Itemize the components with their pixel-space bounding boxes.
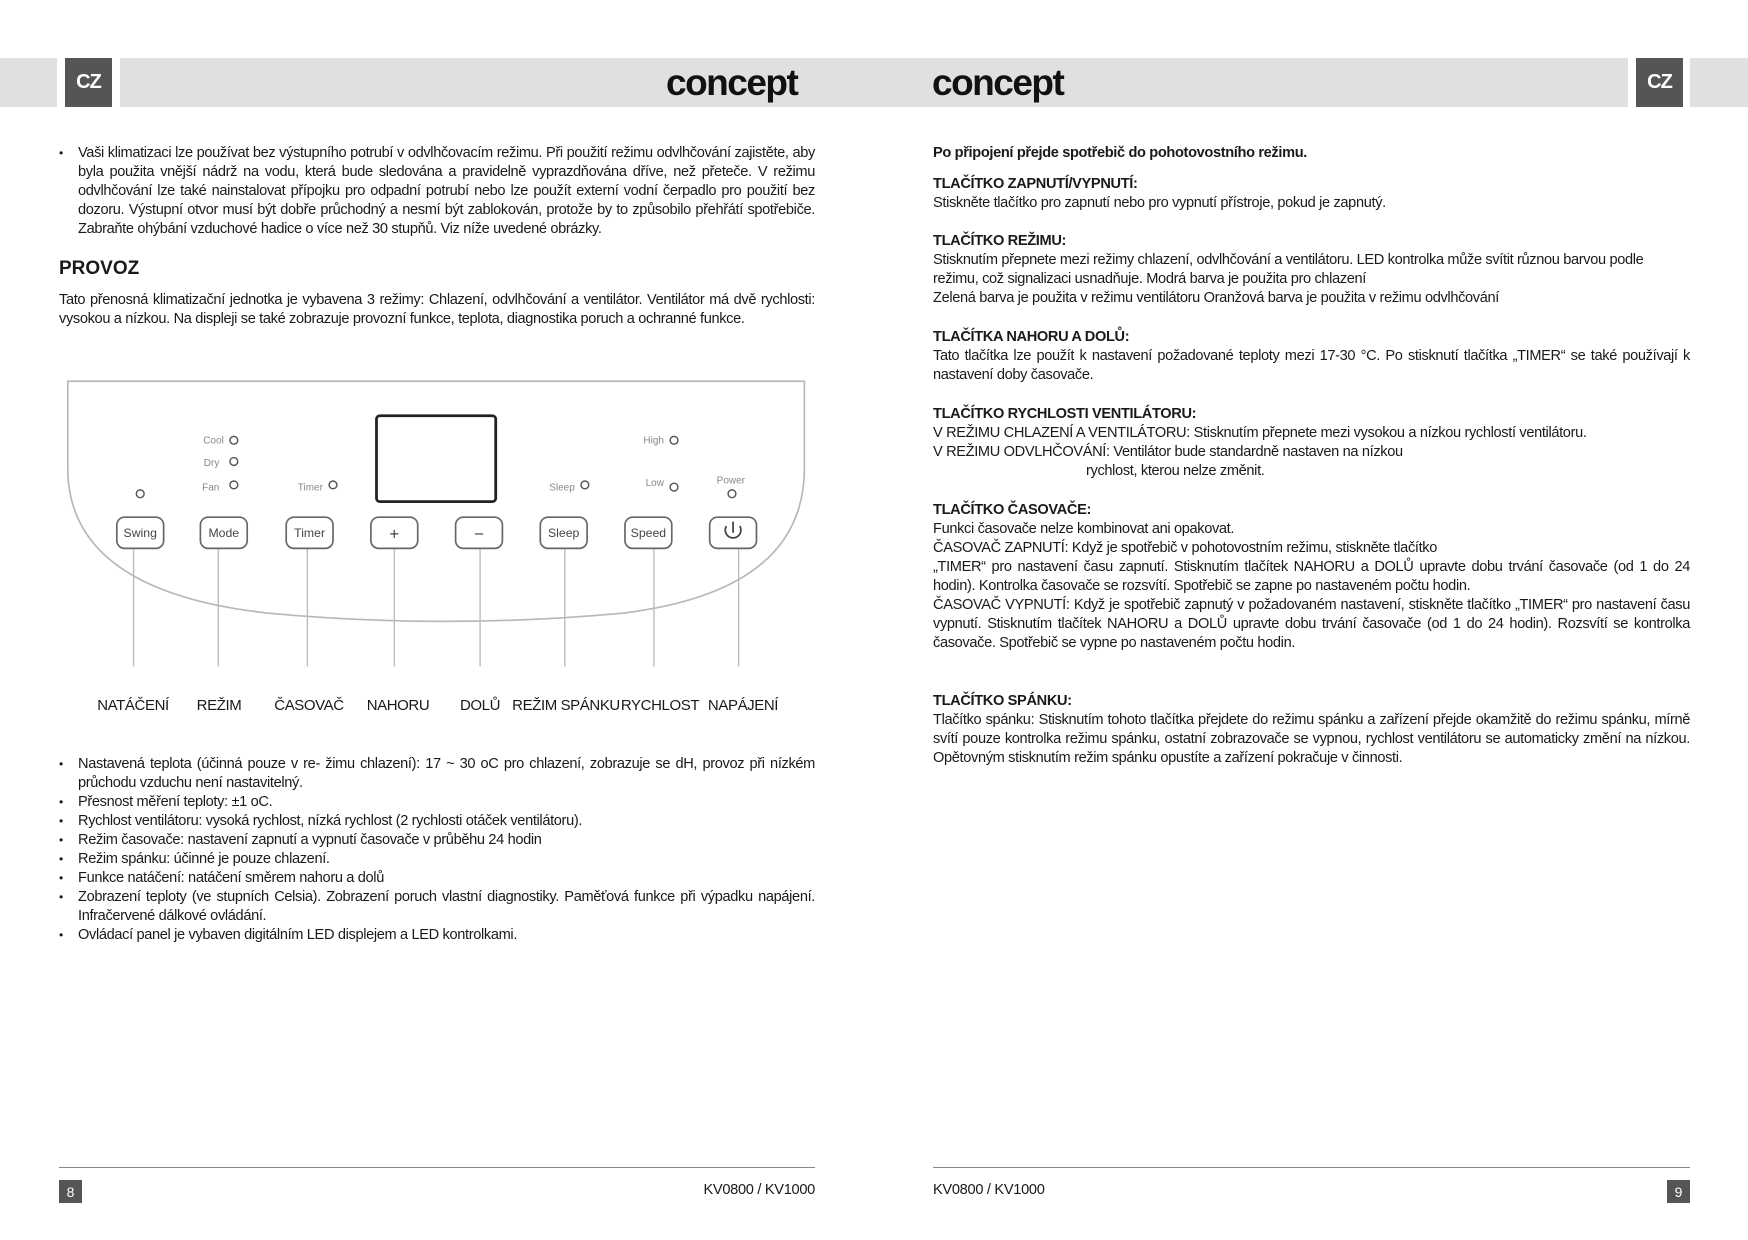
list-item: • Režim časovače: nastavení zapnutí a vypnutí časovače v průběhu 24 hodin [59, 831, 815, 850]
section-text: Zelená barva je použita v režimu ventilátoru Oranžová barva je použita v režimu odvlhčování [933, 290, 1499, 306]
section-heading-provoz: PROVOZ [59, 258, 140, 279]
section-text: ČASOVAČ ZAPNUTÍ: Když je spotřebič v pohotovostním režimu, stiskněte tlačítko [933, 540, 1438, 556]
section-text: Tato tlačítka lze použít k nastavení požadované teploty mezi 17-30 °C. Po stisknutí tlačítka „TIMER“ se také používají k nastavení doby časovače. [933, 348, 1690, 383]
label-casovac: ČASOVAČ [274, 697, 344, 714]
led-display [376, 416, 495, 502]
power-led-icon [728, 490, 736, 498]
model-number-right: KV0800 / KV1000 [933, 1182, 1045, 1198]
indicator-label-power: Power [716, 475, 746, 487]
section-text: V REŽIMU CHLAZENÍ A VENTILÁTORU: Stisknutím přepnete mezi vysokou a nízkou rychlostí ventilátoru. [933, 425, 1587, 441]
list-item: • Funkce natáčení: natáčení směrem nahoru a dolů [59, 869, 815, 888]
section-timer-button [933, 501, 1690, 653]
label-rezim: REŽIM [196, 697, 242, 714]
section-up-down-buttons [933, 328, 1690, 385]
list-item: • Ovládací panel je vybaven digitálním LED displejem a LED kontrolkami. [59, 926, 815, 945]
list-item: • Nastavená teplota (účinná pouze v re- žimu chlazení): 17 ~ 30 oC pro chlazení, zobrazuje se dH, provoz při nízkém průchodu vzduchu není nastavitelný. [59, 755, 815, 793]
right-page-title: Po připojení přejde spotřebič do pohotovostního režimu. [933, 145, 1307, 161]
footer-divider-left [59, 1167, 815, 1168]
section-text: Tlačítko spánku: Stisknutím tohoto tlačítka přejdete do režimu spánku a zařízení přejde okamžitě do režimu spánku, mírně svítí pouze kontrolka režimu spánku, ostatní zobrazovače se vypnou, rychlost ventilátoru se automaticky změní na nízkou. Opětovným stisknutím režim spánku opustíte a zařízení pokračuje v činnosti. [933, 712, 1690, 766]
section-text: „TIMER“ pro nastavení času zapnutí. Stisknutím tlačítek NAHORU a DOLŮ upravte dobu trvání časovače (od 1 do 24 hodin). Kontrolka časovače se rozsvítí. Spotřebič se zapne po nastaveném počtu hodin. [933, 559, 1690, 594]
label-rychlost: RYCHLOST [620, 697, 700, 714]
header-band-left-edge [0, 58, 57, 107]
section-text: ČASOVAČ VYPNUTÍ: Když je spotřebič zapnutý v požadovaném nastavení, stiskněte tlačítko „TIMER“ pro nastavení času vypnutí. Stisknutím tlačítek NAHORU a DOLŮ upravte dobu trvání časovače (od 1 do 24 hodin). Rozsvítí se kontrolka časovače. Spotřebič se vypne po nastaveném počtu hodin. [933, 597, 1690, 651]
indicator-label-fan: Fan [202, 482, 220, 494]
label-rezim-spanku: REŽIM SPÁNKU [512, 697, 620, 714]
label-dolu: DOLŮ [459, 697, 501, 714]
fan-led-icon [230, 481, 238, 489]
section-heading: TLAČÍTKO ZAPNUTÍ/VYPNUTÍ: [933, 176, 1138, 192]
section-text: rychlost, kterou nelze změnit. [1086, 463, 1265, 479]
section-sleep-button [933, 692, 1690, 768]
timer-led-icon [329, 481, 337, 489]
control-panel-diagram [60, 370, 820, 690]
cool-led-icon [230, 436, 238, 444]
list-item: • Přesnost měření teploty: ±1 oC. [59, 793, 815, 812]
dry-led-icon [230, 458, 238, 466]
list-item: • Rychlost ventilátoru: vysoká rychlost, nízká rychlost (2 rychlosti otáček ventilátoru). [59, 812, 815, 831]
bullet-item: • Vaši klimatizaci lze používat bez výstupního potrubí v odvlhčovacím režimu. Při použití režimu odvlhčování zajistěte, aby byla použita vnější nádrž na vodu, která bude sledována a pravidelně vyprazdňována dříve, než přeteče. V režimu odvlhčování lze také nainstalovat přípojku pro odpadní potrubí nebo lze použít externí vodní čerpadlo pro použití bez dozoru. Výstupní otvor musí být dobře průchodný a nesmí být zablokován, protože by to způsobilo přehřátí spotřebiče. Zabraňte ohýbání vzduchové hadice o více než 30 stupňů. Viz níže uvedené obrázky. [59, 144, 815, 239]
section-heading: TLAČÍTKO SPÁNKU: [933, 693, 1072, 709]
features-list [59, 755, 815, 945]
section-heading: TLAČÍTKA NAHORU A DOLŮ: [933, 329, 1130, 345]
timer-button-label: Timer [294, 526, 326, 541]
swing-button-label: Swing [123, 526, 157, 541]
indicator-label-timer: Timer [297, 482, 323, 494]
section-heading: TLAČÍTKO RYCHLOSTI VENTILÁTORU: [933, 406, 1197, 422]
section-text: Funkci časovače nelze kombinovat ani opakovat. [933, 521, 1235, 537]
list-item: • Zobrazení teploty (ve stupních Celsia). Zobrazení poruch vlastní diagnostiky. Paměťová funkce při výpadku napájení. Infračervené dálkové ovládání. [59, 888, 815, 926]
language-badge-left: CZ [65, 58, 112, 107]
high-led-icon [670, 436, 678, 444]
footer-divider-right [933, 1167, 1690, 1168]
section-text: Stisknutím přepnete mezi režimy chlazení, odvlhčování a ventilátoru. LED kontrolka může svítit různou barvou podle režimu, což signalizaci usnadňuje. Modrá barva je použita pro chlazení [933, 252, 1644, 287]
list-item: • Režim spánku: účinné je pouze chlazení. [59, 850, 815, 869]
page-number-right: 9 [1667, 1180, 1690, 1203]
indicator-label-cool: Cool [203, 435, 224, 447]
concept-logo-right: concept [932, 61, 1064, 103]
minus-icon: − [474, 524, 484, 544]
intro-bullet-block [59, 144, 815, 239]
indicator-label-low: Low [645, 477, 664, 489]
mode-button-label: Mode [208, 526, 240, 541]
plus-icon: + [389, 524, 400, 544]
section-power-button [933, 175, 1690, 213]
swing-led-icon [136, 490, 144, 498]
header-band-right-edge [1690, 58, 1748, 107]
label-natáčení: NATÁČENÍ [97, 697, 169, 714]
indicator-label-sleep: Sleep [549, 482, 575, 494]
section-text: V REŽIMU ODVLHČOVÁNÍ: Ventilátor bude standardně nastaven na nízkou [933, 444, 1403, 460]
indicator-label-high: High [643, 435, 664, 447]
label-napajeni: NAPÁJENÍ [707, 697, 779, 714]
section-heading: TLAČÍTKO REŽIMU: [933, 233, 1067, 249]
sleep-led-icon [581, 481, 589, 489]
provoz-paragraph: Tato přenosná klimatizační jednotka je vybavena 3 režimy: Chlazení, odvlhčování a ventilátor. Ventilátor má dvě rychlosti: vysokou a nízkou. Na displeji se také zobrazuje provozní funkce, teplota, diagnostika poruch a ochranné funkce. [59, 292, 815, 327]
label-nahoru: NAHORU [366, 697, 430, 714]
language-badge-right: CZ [1636, 58, 1683, 107]
speed-button-label: Speed [630, 526, 667, 541]
section-fan-speed-button [933, 405, 1690, 481]
section-mode-button [933, 232, 1690, 308]
header-band [120, 58, 1628, 107]
sleep-button-label: Sleep [548, 526, 580, 541]
section-text: Stiskněte tlačítko pro zapnutí nebo pro vypnutí přístroje, pokud je zapnutý. [933, 195, 1386, 211]
concept-logo-left: concept [666, 61, 798, 103]
indicator-label-dry: Dry [203, 457, 220, 469]
low-led-icon [670, 483, 678, 491]
page-number-left: 8 [59, 1180, 82, 1203]
section-heading: TLAČÍTKO ČASOVAČE: [933, 502, 1092, 518]
model-number-left: KV0800 / KV1000 [703, 1182, 815, 1198]
